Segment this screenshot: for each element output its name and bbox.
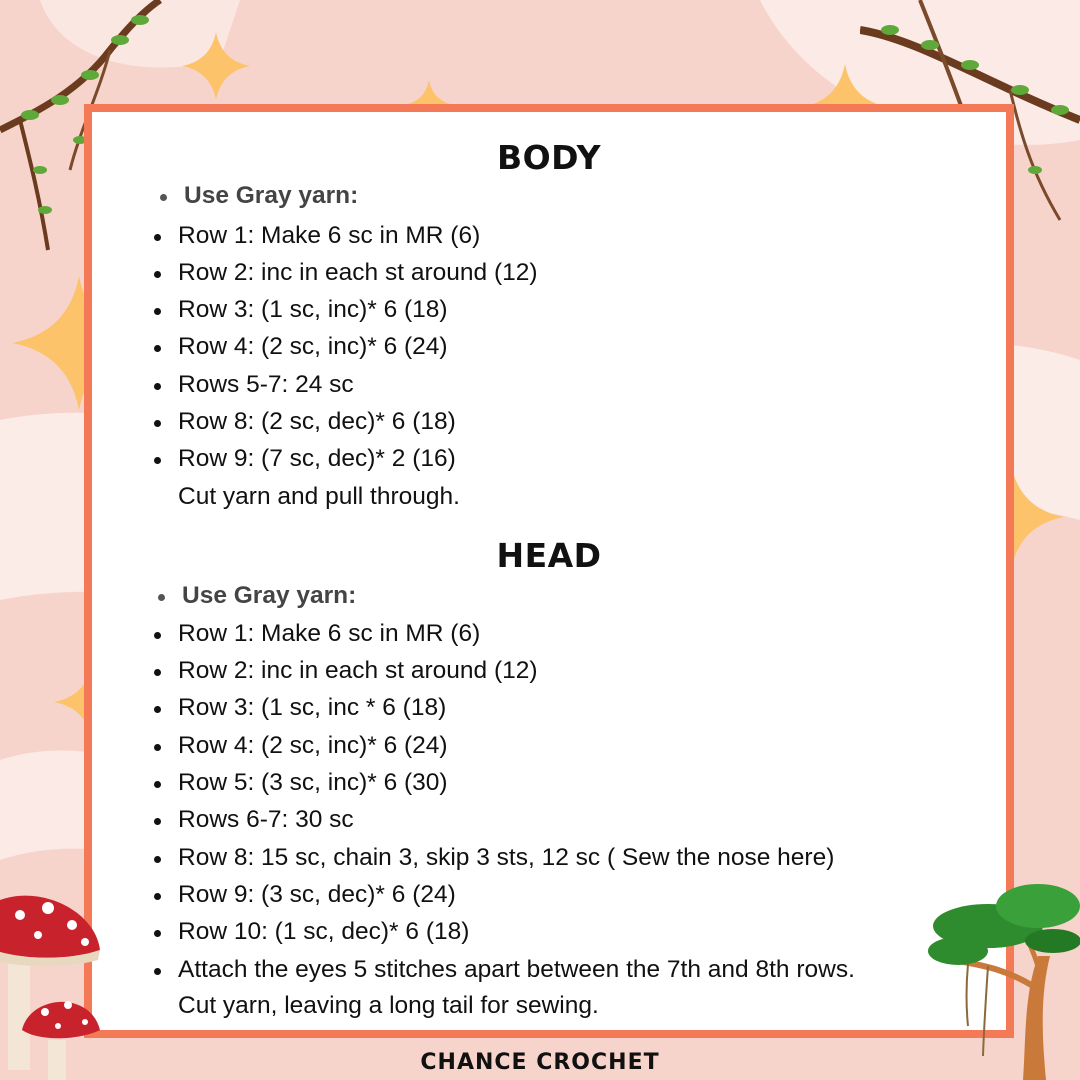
brand-footer: CHANCE CROCHET	[420, 1050, 660, 1075]
bullet-icon	[154, 781, 161, 788]
bullet-icon	[154, 968, 161, 975]
bullet-icon	[154, 420, 161, 427]
bullet-icon	[154, 457, 161, 464]
bullet-icon	[154, 669, 161, 676]
list-item: Rows 5-7: 24 sc	[178, 371, 354, 399]
note-text: Cut yarn, leaving a long tail for sewing.	[178, 992, 599, 1019]
list-item: Row 5: (3 sc, inc)* 6 (30)	[178, 769, 448, 797]
list-item: Row 9: (3 sc, dec)* 6 (24)	[178, 881, 456, 909]
list-item: Row 8: (2 sc, dec)* 6 (18)	[178, 408, 456, 436]
bullet-icon	[154, 271, 161, 278]
list-item: Row 2: inc in each st around (12)	[178, 657, 538, 685]
bullet-icon	[154, 818, 161, 825]
list-item: Use Gray yarn:	[182, 582, 356, 610]
bullet-icon	[154, 856, 161, 863]
list-item: Row 1: Make 6 sc in MR (6)	[178, 620, 480, 648]
pattern-card	[84, 104, 1014, 1038]
section-title-head: HEAD	[496, 536, 602, 575]
bullet-icon	[160, 194, 167, 201]
bullet-icon	[154, 632, 161, 639]
list-item: Row 10: (1 sc, dec)* 6 (18)	[178, 918, 469, 946]
list-item: Use Gray yarn:	[184, 182, 358, 210]
bullet-icon	[158, 594, 165, 601]
list-item: Row 4: (2 sc, inc)* 6 (24)	[178, 333, 448, 361]
list-item: Attach the eyes 5 stitches apart between the 7th and 8th rows.	[178, 956, 855, 984]
list-item: Row 9: (7 sc, dec)* 2 (16)	[178, 445, 456, 473]
list-item: Row 1: Make 6 sc in MR (6)	[178, 222, 480, 250]
bullet-icon	[154, 383, 161, 390]
list-item: Rows 6-7: 30 sc	[178, 806, 354, 834]
section-title-body: BODY	[496, 138, 602, 177]
list-item: Row 3: (1 sc, inc)* 6 (18)	[178, 296, 448, 324]
bullet-icon	[154, 308, 161, 315]
bullet-icon	[154, 893, 161, 900]
bullet-icon	[154, 234, 161, 241]
sparkle-icon	[182, 32, 250, 100]
list-item: Row 2: inc in each st around (12)	[178, 259, 538, 287]
list-item: Row 4: (2 sc, inc)* 6 (24)	[178, 732, 448, 760]
list-item: Row 8: 15 sc, chain 3, skip 3 sts, 12 sc ( Sew the nose here)	[178, 844, 834, 872]
bullet-icon	[154, 706, 161, 713]
list-item: Row 3: (1 sc, inc * 6 (18)	[178, 694, 446, 722]
bullet-icon	[154, 744, 161, 751]
bullet-icon	[154, 345, 161, 352]
note-text: Cut yarn and pull through.	[178, 483, 460, 510]
bullet-icon	[154, 930, 161, 937]
